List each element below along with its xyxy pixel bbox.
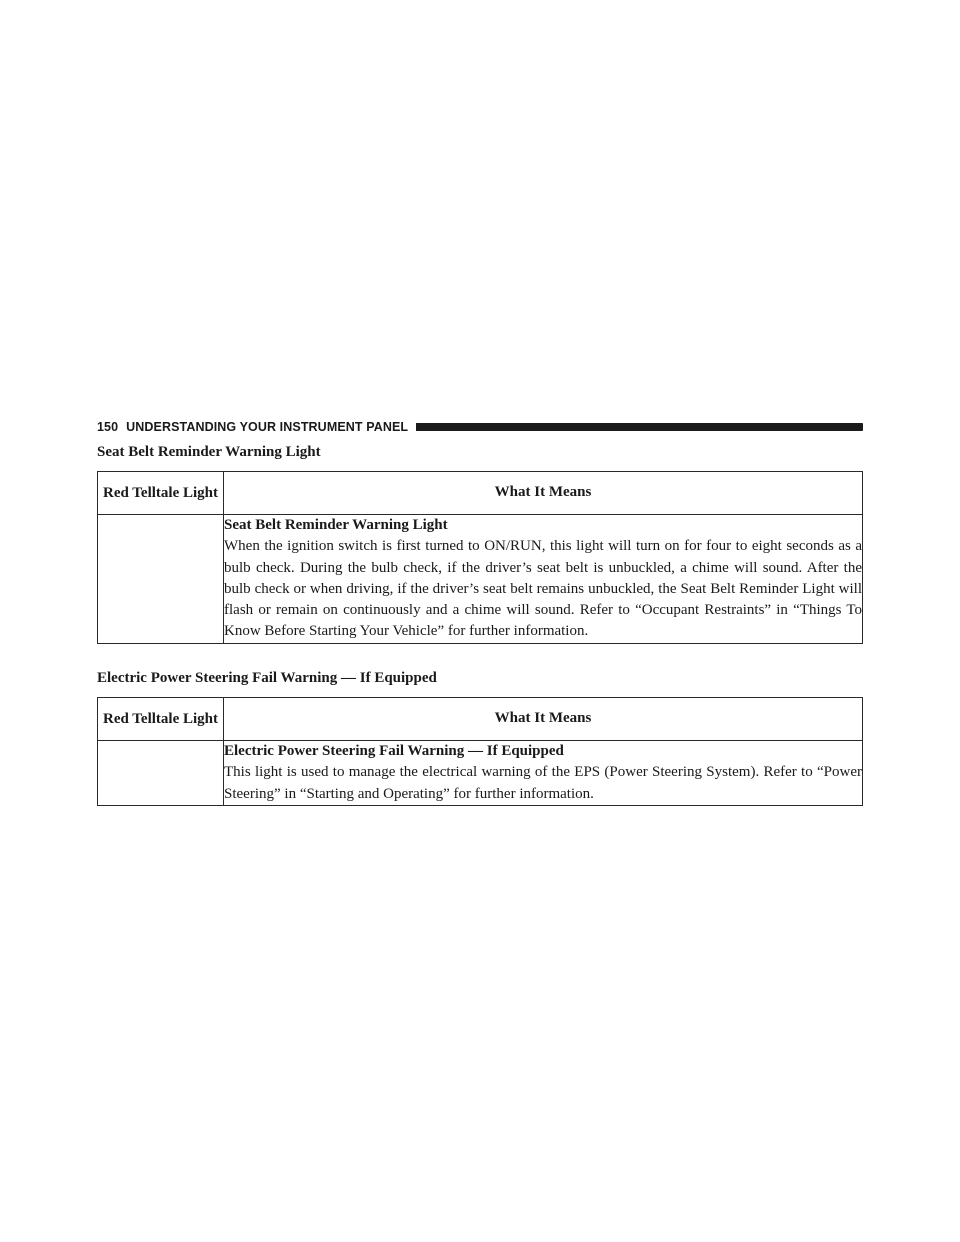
table-header-row (98, 472, 863, 515)
description-body: When the ignition switch is first turned to ON/RUN, this light will turn on for four to eight seconds as a bulb check. During the bulb check, if the driver’s seat belt is unbuckled, a chime will sound. After the bulb check or when driving, if the driver’s seat belt remains unbuckled, the Seat Belt Reminder Light will flash or remain on continuously and a chime will sound. Refer to “Occupant Restraints” in “Things To Know Before Starting Your Vehicle” for further information. (224, 538, 862, 640)
page-number: 150 (97, 420, 119, 434)
seat-belt-section (97, 443, 863, 644)
telltale-icon-cell (98, 515, 224, 644)
section-heading: Electric Power Steering Fail Warning — If Equipped (97, 670, 437, 686)
column-header-light: Red Telltale Light (98, 698, 224, 741)
table-row (98, 515, 863, 644)
section-heading: Seat Belt Reminder Warning Light (97, 444, 321, 460)
header-rule (416, 423, 863, 431)
chapter-title: UNDERSTANDING YOUR INSTRUMENT PANEL (126, 420, 409, 434)
column-header-means: What It Means (224, 698, 863, 741)
telltale-table (97, 697, 863, 806)
table-header-row (98, 698, 863, 741)
page-header (97, 419, 863, 435)
description-body: This light is used to manage the electrical warning of the EPS (Power Steering System). Refer to “Power Steering” in “Starting and Operating” for further information. (224, 764, 862, 802)
telltale-table (97, 471, 863, 644)
column-header-light: Red Telltale Light (98, 472, 224, 515)
eps-section (97, 669, 863, 806)
description-cell (224, 515, 863, 644)
description-cell (224, 741, 863, 806)
column-header-means: What It Means (224, 472, 863, 515)
description-title: Seat Belt Reminder Warning Light (224, 517, 448, 533)
telltale-icon-cell (98, 741, 224, 806)
description-title: Electric Power Steering Fail Warning — If Equipped (224, 743, 564, 759)
table-row (98, 741, 863, 806)
